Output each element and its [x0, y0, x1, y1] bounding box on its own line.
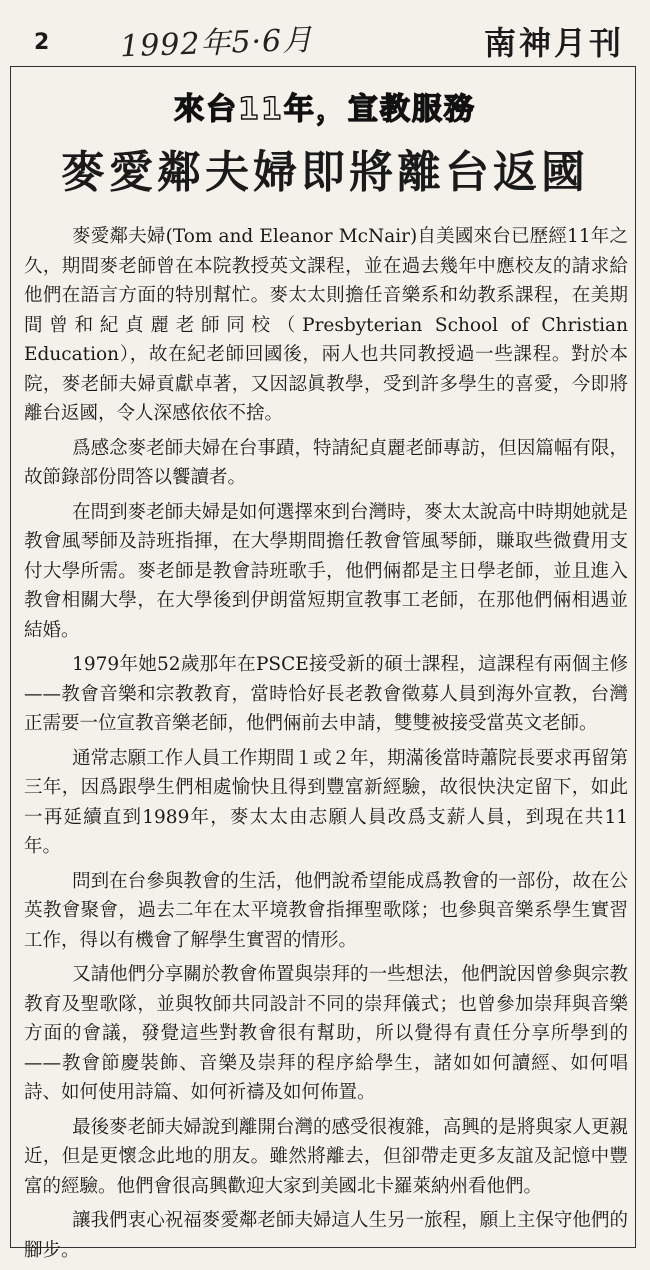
article-paragraph: 問到在台參與教會的生活，他們說希望能成爲教會的一部份，故在公英教會聚會，過去二年在太平境教會指揮聖歌隊；也參與音樂系學生實習工作，得以有機會了解學生實習的情形。 — [24, 870, 628, 951]
handwritten-date: 1992年5·6月 — [119, 22, 314, 65]
article-subtitle: 來台11年，宣教服務 — [174, 92, 476, 127]
article-paragraph: 通常志願工作人員工作期間１或２年，期滿後當時蕭院長要求再留第三年，因爲跟學生們相處愉快且得到豐富新經驗，故很快決定留下，如此一再延續直到1989年，麥太太由志願人員改爲支薪人員，到現在共11年。 — [24, 747, 628, 857]
article-paragraph: 麥愛鄰夫婦(Tom and Eleanor McNair)自美國來台已歷經11年之久，期間麥老師曾在本院教授英文課程，並在過去幾年中應校友的請求給他們在語言方面的特別幫忙。麥太太則擔任音樂系和幼教系課程，在美期間曾和紀貞麗老師同校（Presbyterian School of Christian Education），故在紀老師回國後，兩人也共同教授過一些課程。對於本院，麥老師夫婦貢獻卓著，又因認眞教學，受到許多學生的喜愛，今即將離台返國，令人深感依依不捨。 — [24, 226, 628, 424]
article-paragraph: 又請他們分享關於教會佈置與崇拜的一些想法，他們說因曾參與宗教教育及聖歌隊，並與牧師共同設計不同的崇拜儀式；也曾參加崇拜與音樂方面的會議，發覺這些對教會很有幫助，所以覺得有責任分享所學到的——教會節慶裝飾、音樂及崇拜的程序給學生，諸如如何讀經、如何唱詩、如何使用詩篇、如何祈禱及如何佈置。 — [24, 964, 628, 1103]
article-paragraph: 在問到麥老師夫婦是如何選擇來到台灣時，麥太太說高中時期她就是教會風琴師及詩班指揮，在大學期間擔任教會管風琴師，賺取些微費用支付大學所需。麥老師是教會詩班歌手，他們倆都是主日學老師，並且進入教會相關大學，在大學後到伊朗當短期宣教事工老師，在那他們倆相遇並結婚。 — [24, 501, 628, 641]
article-paragraph: 最後麥老師夫婦說到離開台灣的感受很複雜，高興的是將與家人更親近，但是更懷念此地的朋友。雖然將離去，但卻帶走更多友誼及記憶中豐富的經驗。他們會很高興歡迎大家到美國北卡羅萊納州看他們。 — [24, 1116, 628, 1197]
publication-name: 南神月刊 — [483, 24, 624, 62]
article-headline: 麥愛鄰夫婦即將離台返國 — [61, 147, 589, 198]
article-paragraph: 讓我們衷心祝福麥愛鄰老師夫婦這人生另一旅程，願上主保守他們的腳步。 — [24, 1210, 628, 1261]
page-number: 2 — [34, 30, 50, 55]
article-paragraph: 爲感念麥老師夫婦在台事蹟，特請紀貞麗老師專訪，但因篇幅有限，故節錄部份問答以饗讀者。 — [24, 437, 628, 488]
article-paragraph: 1979年她52歲那年在PSCE接受新的碩士課程，這課程有兩個主修——教會音樂和宗教教育，當時恰好長老教會徵募人員到海外宣教，台灣正需要一位宣教音樂老師，他們倆前去申請，雙雙被接受當英文老師。 — [24, 654, 628, 734]
article-body — [24, 222, 628, 1270]
